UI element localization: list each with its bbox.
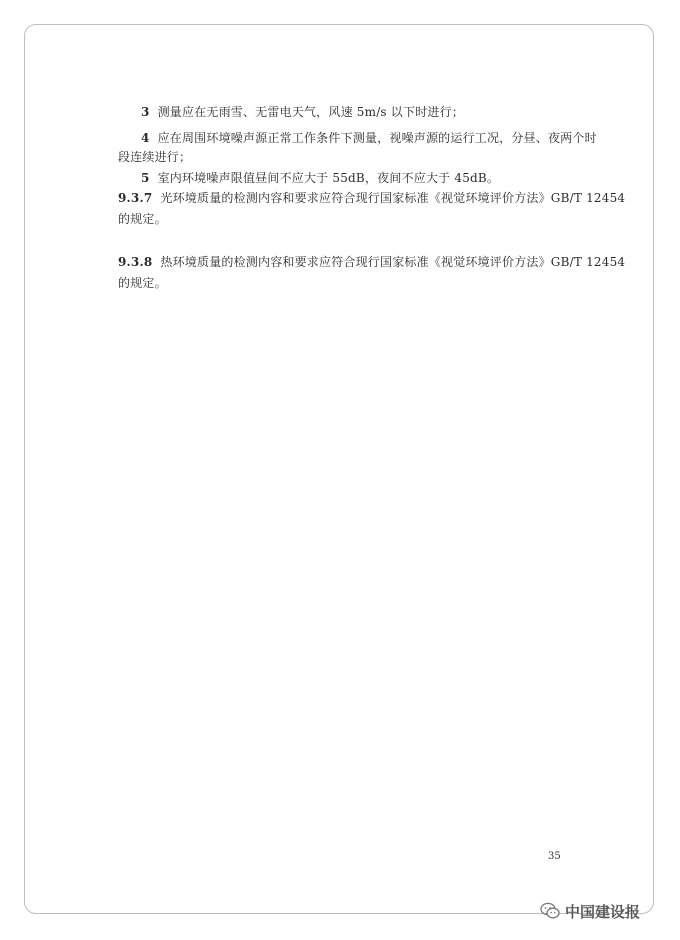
list-item-5 (141, 170, 499, 186)
list-item-3 (141, 104, 464, 120)
clause-9-3-7 (118, 190, 625, 206)
clause-9-3-8-continued (118, 275, 167, 291)
clause-number: 9.3.7 (118, 191, 153, 205)
list-item-4-continued (118, 149, 191, 165)
page-number: 35 (548, 851, 561, 862)
clause-text: 光环境质量的检测内容和要求应符合现行国家标准《视觉环境评价方法》GB/T 12454 (160, 191, 626, 205)
wechat-icon (540, 902, 560, 920)
clause-text: 的规定。 (118, 276, 167, 290)
item-number: 3 (141, 105, 150, 119)
list-item-4 (141, 130, 597, 146)
item-text: 应在周围环境噪声源正常工作条件下测量，视噪声源的运行工况，分昼、夜两个时 (157, 131, 597, 145)
watermark-text: 中国建设报 (565, 902, 641, 921)
item-text: 测量应在无雨雪、无雷电天气，风速 5m/s 以下时进行； (157, 105, 465, 119)
item-text: 段连续进行； (118, 150, 192, 164)
clause-9-3-7-continued (118, 211, 167, 227)
clause-text: 的规定。 (118, 212, 167, 226)
clause-number: 9.3.8 (118, 255, 153, 269)
clause-text: 热环境质量的检测内容和要求应符合现行国家标准《视觉环境评价方法》GB/T 12454 (160, 255, 626, 269)
clause-9-3-8 (118, 254, 625, 270)
item-text: 室内环境噪声限值昼间不应大于 55dB，夜间不应大于 45dB。 (157, 171, 500, 185)
item-number: 5 (141, 171, 150, 185)
item-number: 4 (141, 131, 150, 145)
watermark (540, 900, 640, 922)
